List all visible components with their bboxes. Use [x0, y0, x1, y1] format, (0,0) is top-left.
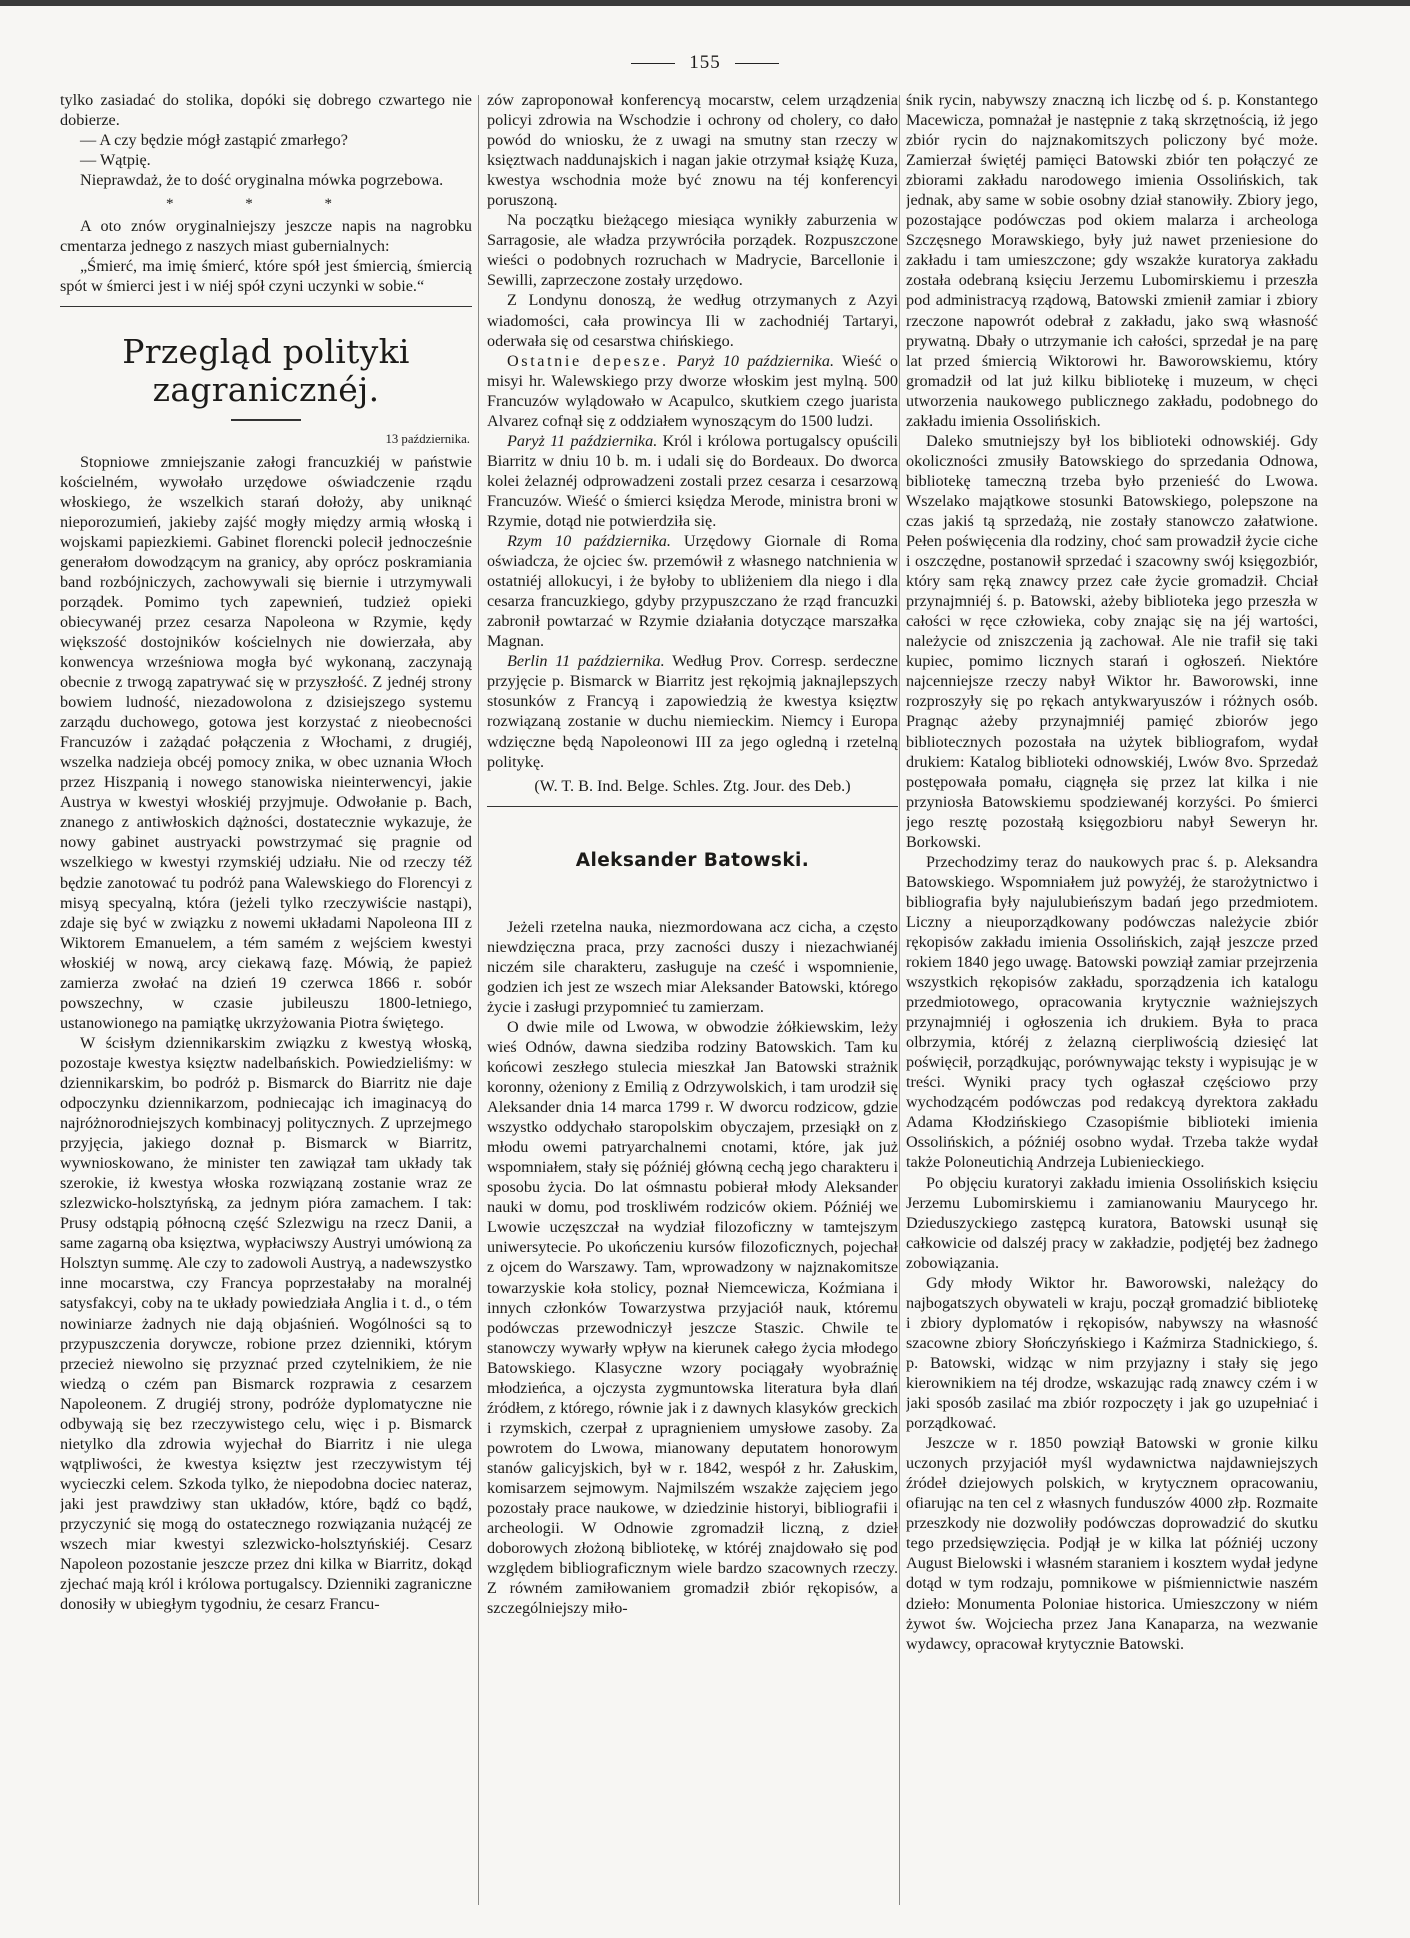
dispatch-place: Paryż 11 października. [507, 431, 658, 450]
section-stars: * * * [166, 196, 366, 213]
dispatch-heading: Ostatnie depesze. [507, 351, 669, 370]
dispatch-paragraph [487, 651, 898, 771]
column-divider-2 [899, 95, 900, 1905]
article-paragraph: Gdy młody Wiktor hr. Baworowski, należący do najbogatszych obywateli w kraju, począł gromadzić bibliotekę i zbiory dyplomatów i rękopisów, nabywszy na własność szacowne zbiory Słończyńskiego i Kaźmirza Stadnickiego, ś. p. Batowski, widząc w nim przyjazny i stały się jego kierownikiem na téj drodze, wskazując radą znawcy czém i w jaki sposób zasilać ma zbiór rozpoczęty i jak go uzupełniać i porządkować. [906, 1273, 1318, 1433]
intro-paragraph: — Wątpię. [80, 151, 151, 170]
dispatch-place: Paryż 10 października. [676, 351, 834, 370]
dispatch-paragraph [487, 531, 898, 651]
section-divider [60, 306, 472, 307]
article-paragraph: zów zaproponował konferencyą mocarstw, celem urządzenia policyi zdrowia na Wschodzie i ochrony od cholery, co dało powód do wniosku, że z uwagi na smutny stan rzeczy w księztwach naddunajskich i nagan jakie otrzymał książę Kuza, kwestya wschodnia może być znowu na téj konferencyi poruszoną. [487, 91, 898, 210]
article-paragraph: W ścisłym dziennikarskim związku z kwestyą włoską, pozostaje kwestya księztw nadelbańskich. Powiedzieliśmy: w dziennikarskim, bo podróż p. Bismarck do Biarritz nie daje odpoczynku dziennikarzom, podniecając ich imaginacyą do najróżnorodniejszych kombinacyj politycznych. Z uprzejmego przyjęcia, jakiego doznał p. Bismarck w Biarritz, wywnioskowano, że minister ten zawiązał tam układy tak szerokie, iż kwestya włoska rozwiązaną zostanie wraz ze szlezwicko-holsztyńską, za jednym pióra zamachem. I tak: Prusy odstąpią północną część Szlezwigu na rzecz Danii, a same zagarną oba księztwa, wypłaciwszy Austryi umówioną za Holsztyn summę. Ale czy to zadowoli Austryą, a nadewszystko inne mocarstwa, czy Francya poprzestałaby na moralnéj satysfakcyi, coby na te układy powiedziała Anglia i t. d., o tém nowiniarze żadnych nie dają objaśnień. Wogólności są to przypuszczenia dorywcze, robione przez dzienniki, którym przecież niewolno się przyznać przed czytelnikiem, że nie wiedzą o czém pan Bismarck rozprawia z cesarzem Napoleonem. Z drugiéj strony, podróże dyplomatyczne nie odbywają się bez rzeczywistego celu, więc i p. Bismarck nietylko dla zdrowia wyjechał do Biarritz i nie ulega wątpliwości, że kwestya księztw jest rzeczywistym téj wycieczki celem. Szkoda tylko, że niepodobna dociec nateraz, jaki jest prawdziwy stan układów, które, bądź co bądź, przyczynić się mogą do ostatecznego rozwiązania nużącéj ze wszech miar kwestyi szlezwicko-holsztyńskiéj. Cesarz Napoleon pozostanie jeszcze przez dni kilka w Biarritz, dokąd zjechać mają król i królowa portugalscy. Dzienniki zagraniczne donosiły w ubiegłym tygodniu, że cesarz Francu- [60, 1033, 472, 1614]
dispatch-place: Berlin 11 października. [507, 652, 665, 671]
article-paragraph: śnik rycin, nabywszy znaczną ich liczbę od ś. p. Konstantego Macewicza, pomnażał je następnie z taką skrzętnością, iż jego zbiór rycin do najznakomitszych policzony być może. Zamierzał świętéj pamięci Batowski zbiór ten połączyć ze zbiorami zakładu narodowego imienia Ossolińskich, tak jednak, aby same w sobie osobny dział stanowiły. Zbiory jego, pozostające podówczas pod okiem malarza i archeologa Szczęsnego Morawskiego, były już nawet przeniesione do zakładu i tam umieszczone; gdy wszakże kuratorya zakładu została odebraną księciu Jerzemu Lubomirskiemu i przeszła pod administracyą rządową, Batowski zmienił zamiar i zbiory rzeczone napowrót odebrał z zakładu, jako swą własność prywatną. Dbały o utrzymanie ich całości, sprzedał je na parę lat przed śmiercią Wiktorowi hr. Baworowskiemu, który gromadził od lat już kilku bibliotekę i muzeum, w chęci utworzenia naukowego publicznego zakładu, podobnego do zakładu imienia Ossolińskich. [906, 91, 1318, 430]
intro-paragraph: Nieprawdaż, że to dość oryginalna mówka pogrzebowa. [80, 171, 444, 190]
intro-paragraph: tylko zasiadać do stolika, dopóki się dobrego czwartego nie dobierze. [60, 91, 472, 130]
article-paragraph: Daleko smutniejszy był los biblioteki odnowskiéj. Gdy okoliczności zmusiły Batowskiego do sprzedania Odnowa, bibliotekę tameczną trzeba było przenieść do Lwowa. Wszelako majątkowe stosunki Batowskiego, polepszone na czas jakiś tą sprzedażą, nie zostały stanowczo załatwione. Pełen poświęcenia dla rodziny, choć sam prowadził życie ciche i oszczędne, postanowił sprzedać i szacowny swój księgozbiór, który sam ręką znawcy przez całe życie gromadził. Chciał przynajmniéj ś. p. Batowski, ażeby biblioteka jego przeszła w całości w ręce człowieka, coby znając się na jéj wartości, należycie od zniszczenia ją zachował. Ale nie trafił się taki kupiec, pomimo licznych starań i ogłoszeń. Niektóre najcenniejsze rzeczy nabył Wiktor hr. Baworowski, inne rozproszyły się po rękach antykwaryuszów i różnych osób. Pragnąc ażeby przynajmniéj pamięć zbiorów jego bibliotecznych pozostała na użytek bibliografom, wydał drukiem: Katalog biblioteki odnowskiéj, Lwów 8vo. Sprzedaż postępowała pomału, ciągnęła się przez lat kilka i nie przyniosła Batowskiemu spodziewanéj korzyści. Po śmierci jego resztę pozostałą księgozbioru nabył Seweryn hr. Borkowski. [906, 431, 1318, 851]
epitaph-intro: A oto znów oryginalniejszy jeszcze napis na nagrobku cmentarza jednego z naszych miast gubernialnych: [60, 217, 472, 256]
page-number-dash-left [631, 63, 675, 64]
column-1 [60, 90, 472, 1925]
page-number: 155 [689, 52, 721, 73]
title-underline [231, 419, 301, 421]
article-paragraph: Przechodzimy teraz do naukowych prac ś. p. Aleksandra Batowskiego. Wspomniałem już powyżéj, że starożytnictwo i bibliografia były najulubieńszym badań jego przedmiotem. Liczny a nieuporządkowany podówczas należycie zbiór rękopisów zakładu imienia Ossolińskich, zajął jeszcze przed rokiem 1840 jego uwagę. Batowski powziął zamiar przejrzenia wszystkich rękopisów zakładu, sporządzenia ich katalogu przedmiotowego, opracowania krytycznie ważniejszych przynajmniéj i ogłoszenia ich drukiem. Była to praca olbrzymia, któréj z żelazną cierpliwością dziesięć lat poświęcił, porządkując, porównywając teksty i wypisując je w treści. Wyniki pracy tych ogłaszał częściowo przy wychodzącém podówczas pod redakcyą dyrektora zakładu Adama Kłodzińskiego Czasopiśmie biblioteki imienia Ossolińskich, a późniéj osobno wydał. Trzeba także wydał także Poloneutichią Andrzeja Lubienieckiego. [906, 852, 1318, 1172]
dispatch-paragraph [487, 351, 898, 431]
page-number-dash-right [735, 63, 779, 64]
section-title: Przegląd polityki zagranicznéj. [122, 332, 410, 410]
article-paragraph: Po objęciu kuratoryi zakładu imienia Ossolińskich księciu Jerzemu Lubomirskiemu i zamianowaniu Maurycego hr. Dzieduszyckiego zastępcą kuratora, Batowski usunął się całkowicie od dalszéj pracy w zakładzie, podjętéj bez żadnego zobowiązania. [906, 1173, 1318, 1272]
article-paragraph: Stopniowe zmniejszanie załogi francuzkiéj w państwie kościelném, wywołało urzędowe oświadczenie rządu włoskiego, że wszelkich starań dołoży, aby uniknąć nieporozumień, jakieby zajść mogły między armią włoską i wojskami papiezkiemi. Gabinet florencki polecił jednocześnie generałom dowodzącym na granicy, aby oprócz poskramiania band rozbójniczych, zachowywali się bierniе i utrzymywali porządek. Pomimo tych zapewnień, tudzież opieki obiecywanéj przez cesarza Napoleona w Rzymie, kędy większość dostojników kościelnych nie dowierzała, aby konwencya wrześniowa mogła być wykonaną, zaczynają obecnie z trwogą zapatrywać się w przyszłość. Z jednéj strony bowiem ludność, niezadowolona z dzisiejszego systemu zarządu duchowego, gotowa jest korzystać z nieobecności Francuzów i zażądać połączenia z Włochami, z drugiéj, wszelka nadzieja obcéj pomocy znika, w obec uznania Włoch przez Hiszpanią i nowego stanowiska nieinterwencyi, jakie Austrya w kwestyi włoskiéj przyjmuje. Odwołanie p. Bach, znanego z antiwłoskich dążności, dostatecznie wykazuje, że nowy gabinet austryacki powstrzymać się pragnie od wszelkiego w kwestyi rzymskiéj udziału. Nie od rzeczy též będzie zanotować tu podróż pana Walewskiego do Florencyi z misyą specyalną, która (jeżeli tylko rzeczywiście nastąpi), zdaje się być w związku z nowemi układami Napoleona III z Wiktorem Emanuelem, a tém samém z wejściem kwestyi włoskiéj w nową, arcy ciekawą fazę. Mówią, że papież zamierza zwołać na dzień 19 czerwca 1866 r. sobór powszechny, w czasie jubileuszu 1800-letniego, ustanowionego na pamiątkę ukrzyżowania Piotra świętego. [60, 452, 472, 1032]
article-paragraph: Z Londynu donoszą, że według otrzymanych z Azyi wiadomości, cała prowincya Ili w zachodniéj Tartaryi, oderwała się od cesarstwa chińskiego. [487, 291, 898, 350]
dispatch-text: Król i królowa portugalscy opuścili Biarritz w dniu 10 b. m. i udali się do Bordeaux. Do dworca kolei żelaznéj odprowadzeni zostali przez cesarza i cesarzową Francuzów. Wieść o śmierci księdza Merode, ministra broni w Rzymie, dotąd nie potwierdziła się. [487, 431, 898, 530]
article-paragraph: Na początku bieżącego miesiąca wynikły zaburzenia w Sarragosie, ale władza przywróciła porządek. Rozpuszczone wieści o podobnych rozruchach w Madrycie, Barcellonie i Sewilli, zaprzeczone zostały urzędowo. [487, 211, 898, 290]
dateline: 13 października. [385, 432, 470, 447]
dispatch-text: Wieść o misyi hr. Walewskiego przy dworze włoskim jest mylną. 500 Francuzów wylądowało w Acapulco, skutkiem czego juarista Alvarez cofnął się z oddziałem wynoszącym do 1500 ludzi. [487, 351, 898, 430]
dispatch-text: Według Prov. Corresp. serdeczne przyjęcie p. Bismarck w Biarritz jest rękojmią jaknajlepszych stosunków z Francyą i zapowiedzią że kwestya księztw rozwiązaną zostanie w duchu niemieckim. Niemcy i Europa wdzięczne będą Napoleonowi III za jego ogledną i rzetelną politykę. [487, 652, 898, 771]
article-paragraph: Jeżeli rzetelna nauka, niezmordowana acz cicha, a często niewdzięczna praca, przy zacności duszy i niezachwianéj niczém silе charakteru, zasługuje na cześć i wspomnienie, godzien ich jest ze wszech miar Aleksander Batowski, którego życie i zasługi przypomnieć tu zamierzam. [487, 917, 898, 1016]
top-edge-rule [0, 0, 1410, 6]
column-3 [906, 90, 1318, 1925]
intro-paragraph: — A czy będzie mógł zastąpić zmarłego? [80, 131, 348, 150]
dispatch-paragraph [487, 431, 898, 531]
dispatch-place: Rzym 10 października. [507, 532, 671, 551]
dispatch-text: Urzędowy Giornale di Roma oświadcza, że ojciec św. przemówił z własnego natchnienia w ostatniéj allokucyi, i że byłoby to ubliżeniem dla niego i dla cesarza francuzkiego, gdyby przypuszczano że rząd francuzki zabronił powtarzać w Rzymie działania dotyczące marszałka Magnan. [487, 532, 898, 651]
news-sources: (W. T. B. Ind. Belge. Schles. Ztg. Jour. des Deb.) [534, 776, 851, 795]
section-divider [487, 806, 898, 807]
page-number-header [0, 52, 1410, 74]
epitaph-text: „Śmierć, ma imię śmierć, które spół jest śmiercią, śmiercią spót w śmierci jest i w niéj spół czyni uczynki w sobie.“ [60, 257, 472, 296]
column-divider-1 [478, 95, 479, 1905]
article-paragraph: Jeszcze w r. 1850 powziął Batowski w gronie kilku uczonych przyjaciół myśl wydawnictwa najdawniejszych źródeł dziejowych polskich, w krytycznem opracowaniu, ofiarując na ten cel z własnych funduszów 4000 złp. Rozmaite przeszkody nie dozwoliły podówczas doprowadzić do skutku tego przedsięwzięcia. Podjął je w kilka lat późniéj uczony August Bielowski i własném staraniem i kosztem wydał jedyne dotąd w tym rodzaju, pomnikowe w piśmiennictwie naszém dzieło: Monumenta Poloniae historica. Umieszczony w niém żywot św. Wojciecha przez Jana Kanaparza, na wezwanie wydawcy, opracował krytycznie Batowski. [906, 1434, 1318, 1653]
article-title: Aleksander Batowski. [575, 849, 810, 871]
column-2 [487, 90, 898, 1925]
article-paragraph: O dwie mile od Lwowa, w obwodzie żółkiewskim, leży wieś Odnów, dawna siedziba rodziny Batowskich. Tam ku końcowi zeszłego stulecia mieszkał Jan Batowski strażnik koronny, ożeniony z Emilią z Odrzywolskich, i tam urodził się Aleksander dnia 14 marca 1799 r. W dworcu rodzicow, gdzie wszystko oddychało staropolskim obyczajem, przesiąkł on z młodu owemi patryarchalnemi cnotami, które, jak już wspomniałem, stały się późniéj główną cechą jego charakteru i sposobu życia. Do lat ośmnastu pobierał młody Aleksander nauki w domu, pod troskliwém rodziców okiem. Późniéj we Lwowie uczęszczał na wydział filozoficzny w tamtejszym uniwersytecie. Po ukończeniu kursów filozoficznych, pojechał z ojcem do Warszawy. Tam, wprowadzony w najznakomitsze towarzyskie koła stolicy, poznał Niemcewicza, Koźmiana i innych członków Towarzystwa przyjaciół nauk, któremu podówczas przewodniczył jeszcze Staszic. Chwile te stanowczy wywarły wpływ na kierunek całego życia młodego Batowskiego. Klasyczne wzory pociągały wyobraźnię młodzieńca, a ojczysta zygmuntowska literatura była dlań źródłem, z którego, równie jak i z dawnych klasyków greckich i rzymskich, czerpał z upragnieniem umysłowe zasoby. Za powrotem do Lwowa, mianowany deputatem honorowym stanów galicyjskich, był w r. 1842, wespół z hr. Załuskim, komisarzem sejmowym. Najmilszém wszakże zajęciem jego pozostały prace naukowe, w dziedzinie historyi, bibliografii i archeologii. W Odnowie zgromadził liczną, z dzieł doborowych złożoną bibliotekę, w któréj znajdowało się pod względem bibliograficznym wiele bardzo szacownych rzeczy. Z równém zamiłowaniem gromadził zbiór rękopisów, a szczególniejszy miło- [487, 1017, 898, 1618]
